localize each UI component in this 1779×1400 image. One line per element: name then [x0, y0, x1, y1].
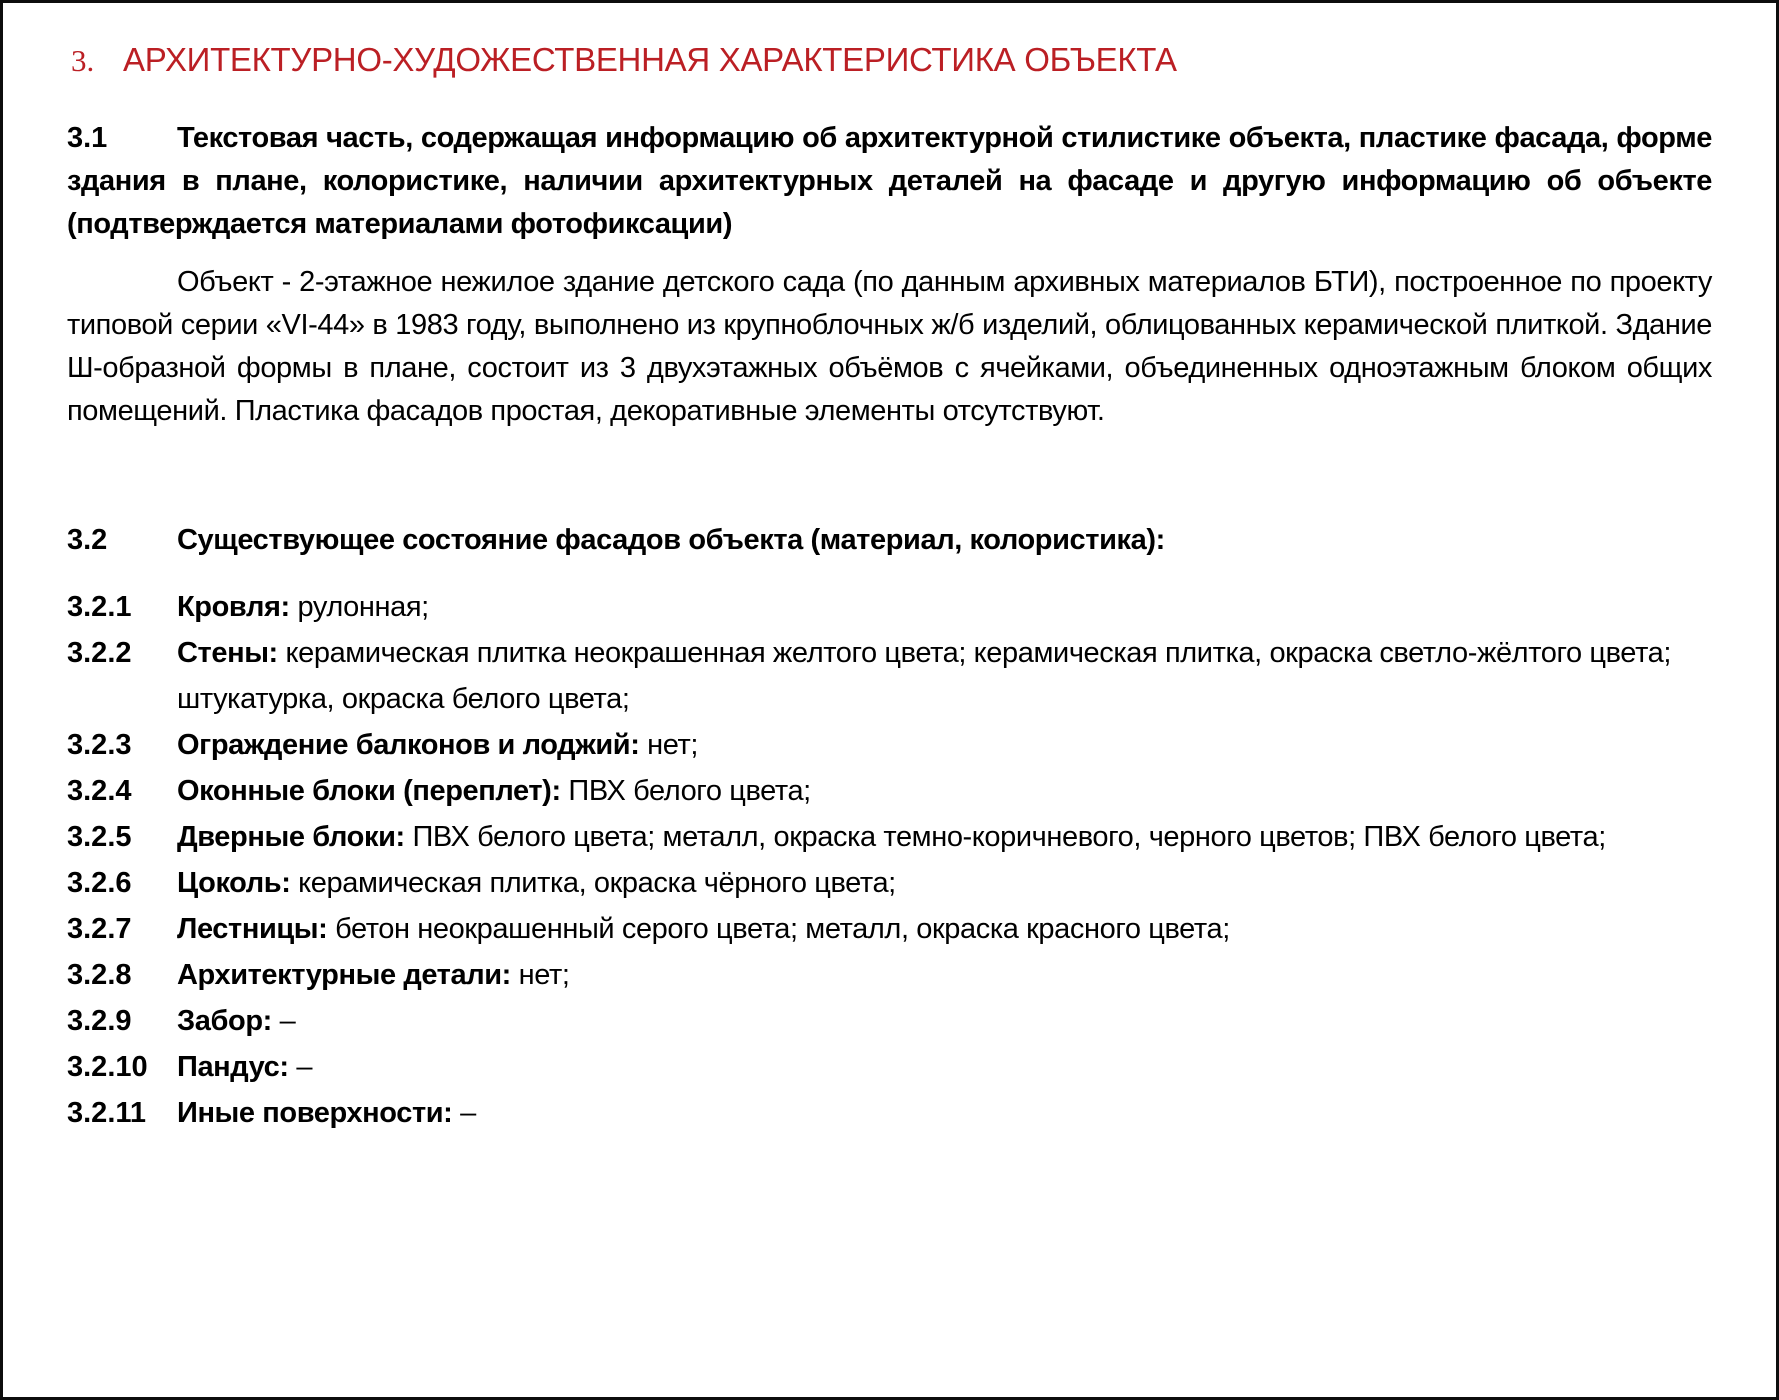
- item-label: Дверные блоки:: [177, 821, 405, 853]
- object-description-paragraph: Объект - 2-этажное нежилое здание детского сада (по данным архивных материалов БТИ), построенное по проекту типовой серии «VI-44» в 1983 году, выполнено из крупноблочных ж/б изделий, облицованных керамической плиткой. Здание Ш-образной формы в плане, состоит из 3 двухэтажных объёмов с ячейками, объединенных одноэтажным блоком общих помещений. Пластика фасадов простая, декоративные элементы отсутствуют.: [67, 266, 1712, 427]
- item-value: ПВХ белого цвета;: [568, 775, 811, 807]
- item-value: нет;: [647, 729, 699, 761]
- item-value: –: [460, 1097, 476, 1129]
- item-number: 3.2.6: [67, 867, 132, 899]
- item-number: 3.2.2: [67, 637, 132, 669]
- item-label: Ограждение балконов и лоджий:: [177, 729, 640, 761]
- facade-condition-list: [67, 584, 1712, 1136]
- section-3-1-text: Текстовая часть, содержащая информацию об архитектурной стилистике объекта, пластике фасада, форме здания в плане, колористике, наличии архитектурных деталей на фасаде и другую информацию об объекте (подтверждается материалами фотофиксации): [67, 122, 1712, 240]
- list-item: [67, 1044, 1712, 1090]
- item-number: 3.2.7: [67, 913, 132, 945]
- item-number: 3.2.11: [67, 1097, 147, 1129]
- item-number: 3.2.1: [67, 591, 132, 623]
- list-item: [67, 584, 1712, 630]
- item-label: Кровля:: [177, 591, 290, 623]
- section-3-1-paragraph: [67, 117, 1712, 246]
- item-number: 3.2.8: [67, 959, 132, 991]
- item-value: ПВХ белого цвета; металл, окраска темно-коричневого, черного цветов; ПВХ белого цвета;: [412, 821, 1606, 853]
- list-item: [67, 998, 1712, 1044]
- item-label: Стены:: [177, 637, 278, 669]
- item-number: 3.2.5: [67, 821, 132, 853]
- list-item: [67, 952, 1712, 998]
- list-item: [67, 1090, 1712, 1136]
- list-item: [67, 630, 1712, 722]
- item-label: Лестницы:: [177, 913, 328, 945]
- item-value: –: [296, 1051, 313, 1083]
- item-value: рулонная;: [297, 591, 429, 623]
- list-item: [67, 906, 1712, 952]
- item-number: 3.2.4: [67, 775, 132, 807]
- item-label: Цоколь:: [177, 867, 291, 899]
- item-number: 3.2.9: [67, 1005, 132, 1037]
- section-3-2-number: 3.2: [67, 524, 108, 556]
- section-3-2-heading: [67, 519, 1712, 562]
- item-label: Оконные блоки (переплет):: [177, 775, 561, 807]
- item-value: бетон неокрашенный серого цвета; металл, окраска красного цвета;: [335, 913, 1230, 945]
- list-item: [67, 722, 1712, 768]
- list-item: [67, 860, 1712, 906]
- item-label: Иные поверхности:: [177, 1097, 453, 1129]
- item-label: Пандус:: [177, 1051, 289, 1083]
- section-3-2-title: Существующее состояние фасадов объекта (материал, колористика):: [177, 524, 1165, 556]
- chapter-title: АРХИТЕКТУРНО-ХУДОЖЕСТВЕННАЯ ХАРАКТЕРИСТИКА ОБЪЕКТА: [123, 41, 1177, 78]
- item-value: керамическая плитка неокрашенная желтого цвета; керамическая плитка, окраска светло-жёлтого цвета; штукатурка, окраска белого цвета;: [177, 637, 1672, 715]
- item-label: Забор:: [177, 1005, 272, 1037]
- item-label: Архитектурные детали:: [177, 959, 511, 991]
- item-value: керамическая плитка, окраска чёрного цвета;: [298, 867, 896, 899]
- list-item: [67, 768, 1712, 814]
- chapter-number: 3.: [71, 43, 95, 78]
- item-value: –: [279, 1005, 296, 1037]
- section-3-1-number: 3.1: [67, 122, 108, 154]
- item-number: 3.2.3: [67, 729, 132, 761]
- item-number: 3.2.10: [67, 1051, 148, 1083]
- list-item: [67, 814, 1712, 860]
- chapter-heading: [67, 41, 1712, 79]
- item-value: нет;: [518, 959, 570, 991]
